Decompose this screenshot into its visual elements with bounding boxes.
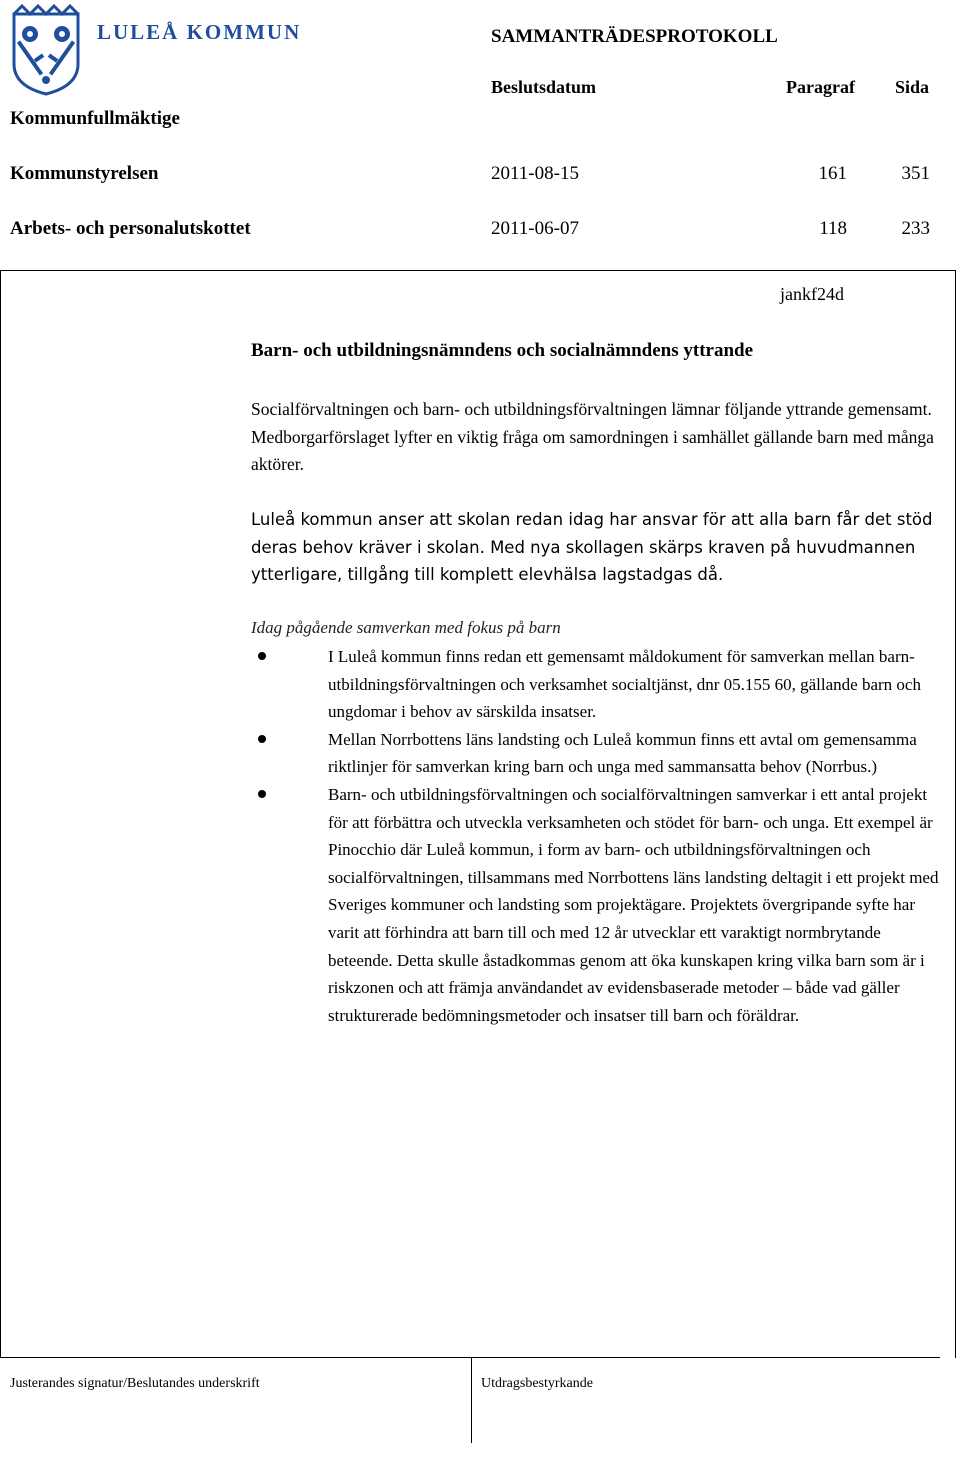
bullet-icon <box>258 735 266 743</box>
document-type: SAMMANTRÄDESPROTOKOLL <box>491 26 778 47</box>
header-row <box>0 218 960 244</box>
list-item <box>251 726 941 781</box>
paragraph: Luleå kommun anser att skolan redan idag har ansvar för att alla barn får det stöd deras behov kräver i skolan. Med nya skollagen skärps kraven på huvudmannen ytterligare, tillgång till komplett elevhälsa lagstadgas då. <box>251 510 933 584</box>
column-header-page: Sida <box>894 77 929 97</box>
row-page: 233 <box>901 218 930 239</box>
bullet-list <box>251 643 941 1029</box>
section-heading: Barn- och utbildningsnämndens och socialnämndens yttrande <box>251 340 754 361</box>
row-date: 2011-06-07 <box>491 218 579 239</box>
subheading: Idag pågående samverkan med fokus på barn <box>251 618 561 637</box>
list-item-text: I Luleå kommun finns redan ett gemensamt måldokument för samverkan mellan barn-utbildningsförvaltningen och verksamhet socialtjänst, dnr 05.155 60, gällande barn och ungdomar i behov av särskilda insatser. <box>328 647 921 722</box>
signature-label: Justerandes signatur/Beslutandes underskrift <box>10 1376 260 1391</box>
row-body-name: Kommunstyrelsen <box>10 163 159 184</box>
row-paragraph: 161 <box>818 163 847 184</box>
row-body-name: Arbets- och personalutskottet <box>10 218 251 239</box>
paragraph: Socialförvaltningen och barn- och utbildningsförvaltningen lämnar följande yttrande gemensamt. Medborgarförslaget lyfter en viktig fråga om samordningen i samhället gällande barn med många aktörer. <box>251 399 934 474</box>
coat-of-arms-keys-icon <box>10 4 82 96</box>
bullet-icon <box>258 652 266 660</box>
bullet-icon <box>258 790 266 798</box>
row-page: 351 <box>901 163 930 184</box>
extract-certification-label: Utdragsbestyrkande <box>481 1376 593 1391</box>
row-paragraph: 118 <box>819 218 847 239</box>
list-item-text: Barn- och utbildningsförvaltningen och socialförvaltningen samverkar i ett antal projekt för att förbättra och utveckla verksamheten och stödet för barn- och unga. Ett exempel är Pinocchio där Luleå kommun, i form av barn- och utbildningsförvaltningen och socialförvaltningen, tillsammans med Norrbottens läns landsting deltagit i ett projekt med Sveriges kommuner och landsting som projektägare. Projektets övergripande syfte har varit att förhindra att barn till och med 12 år utvecklar ett varaktigt normbrytande beteende. Detta skulle åstadkommas genom att öka kunskapen kring vilka barn som är i riskzonen och att främja användandet av evidensbaserade metoder – både vad gäller strukturerade bedömningsmetoder och insatser till barn och föräldrar. <box>328 784 939 1025</box>
organization-name: LULEÅ KOMMUN <box>97 20 302 44</box>
list-item <box>251 781 941 1029</box>
document-reference: jankf24d <box>780 284 844 304</box>
list-item <box>251 643 941 726</box>
signature-line <box>0 1357 940 1358</box>
council-name: Kommunfullmäktige <box>10 108 180 129</box>
list-item-text: Mellan Norrbottens läns landsting och Luleå kommun finns ett avtal om gemensamma riktlinjer för samverkan kring barn och unga med sammansatta behov (Norrbus.) <box>328 729 917 777</box>
column-header-date: Beslutsdatum <box>491 77 597 97</box>
row-date: 2011-08-15 <box>491 163 579 184</box>
column-header-paragraph: Paragraf <box>786 77 855 97</box>
signature-divider <box>471 1357 472 1443</box>
header-row <box>0 163 960 189</box>
